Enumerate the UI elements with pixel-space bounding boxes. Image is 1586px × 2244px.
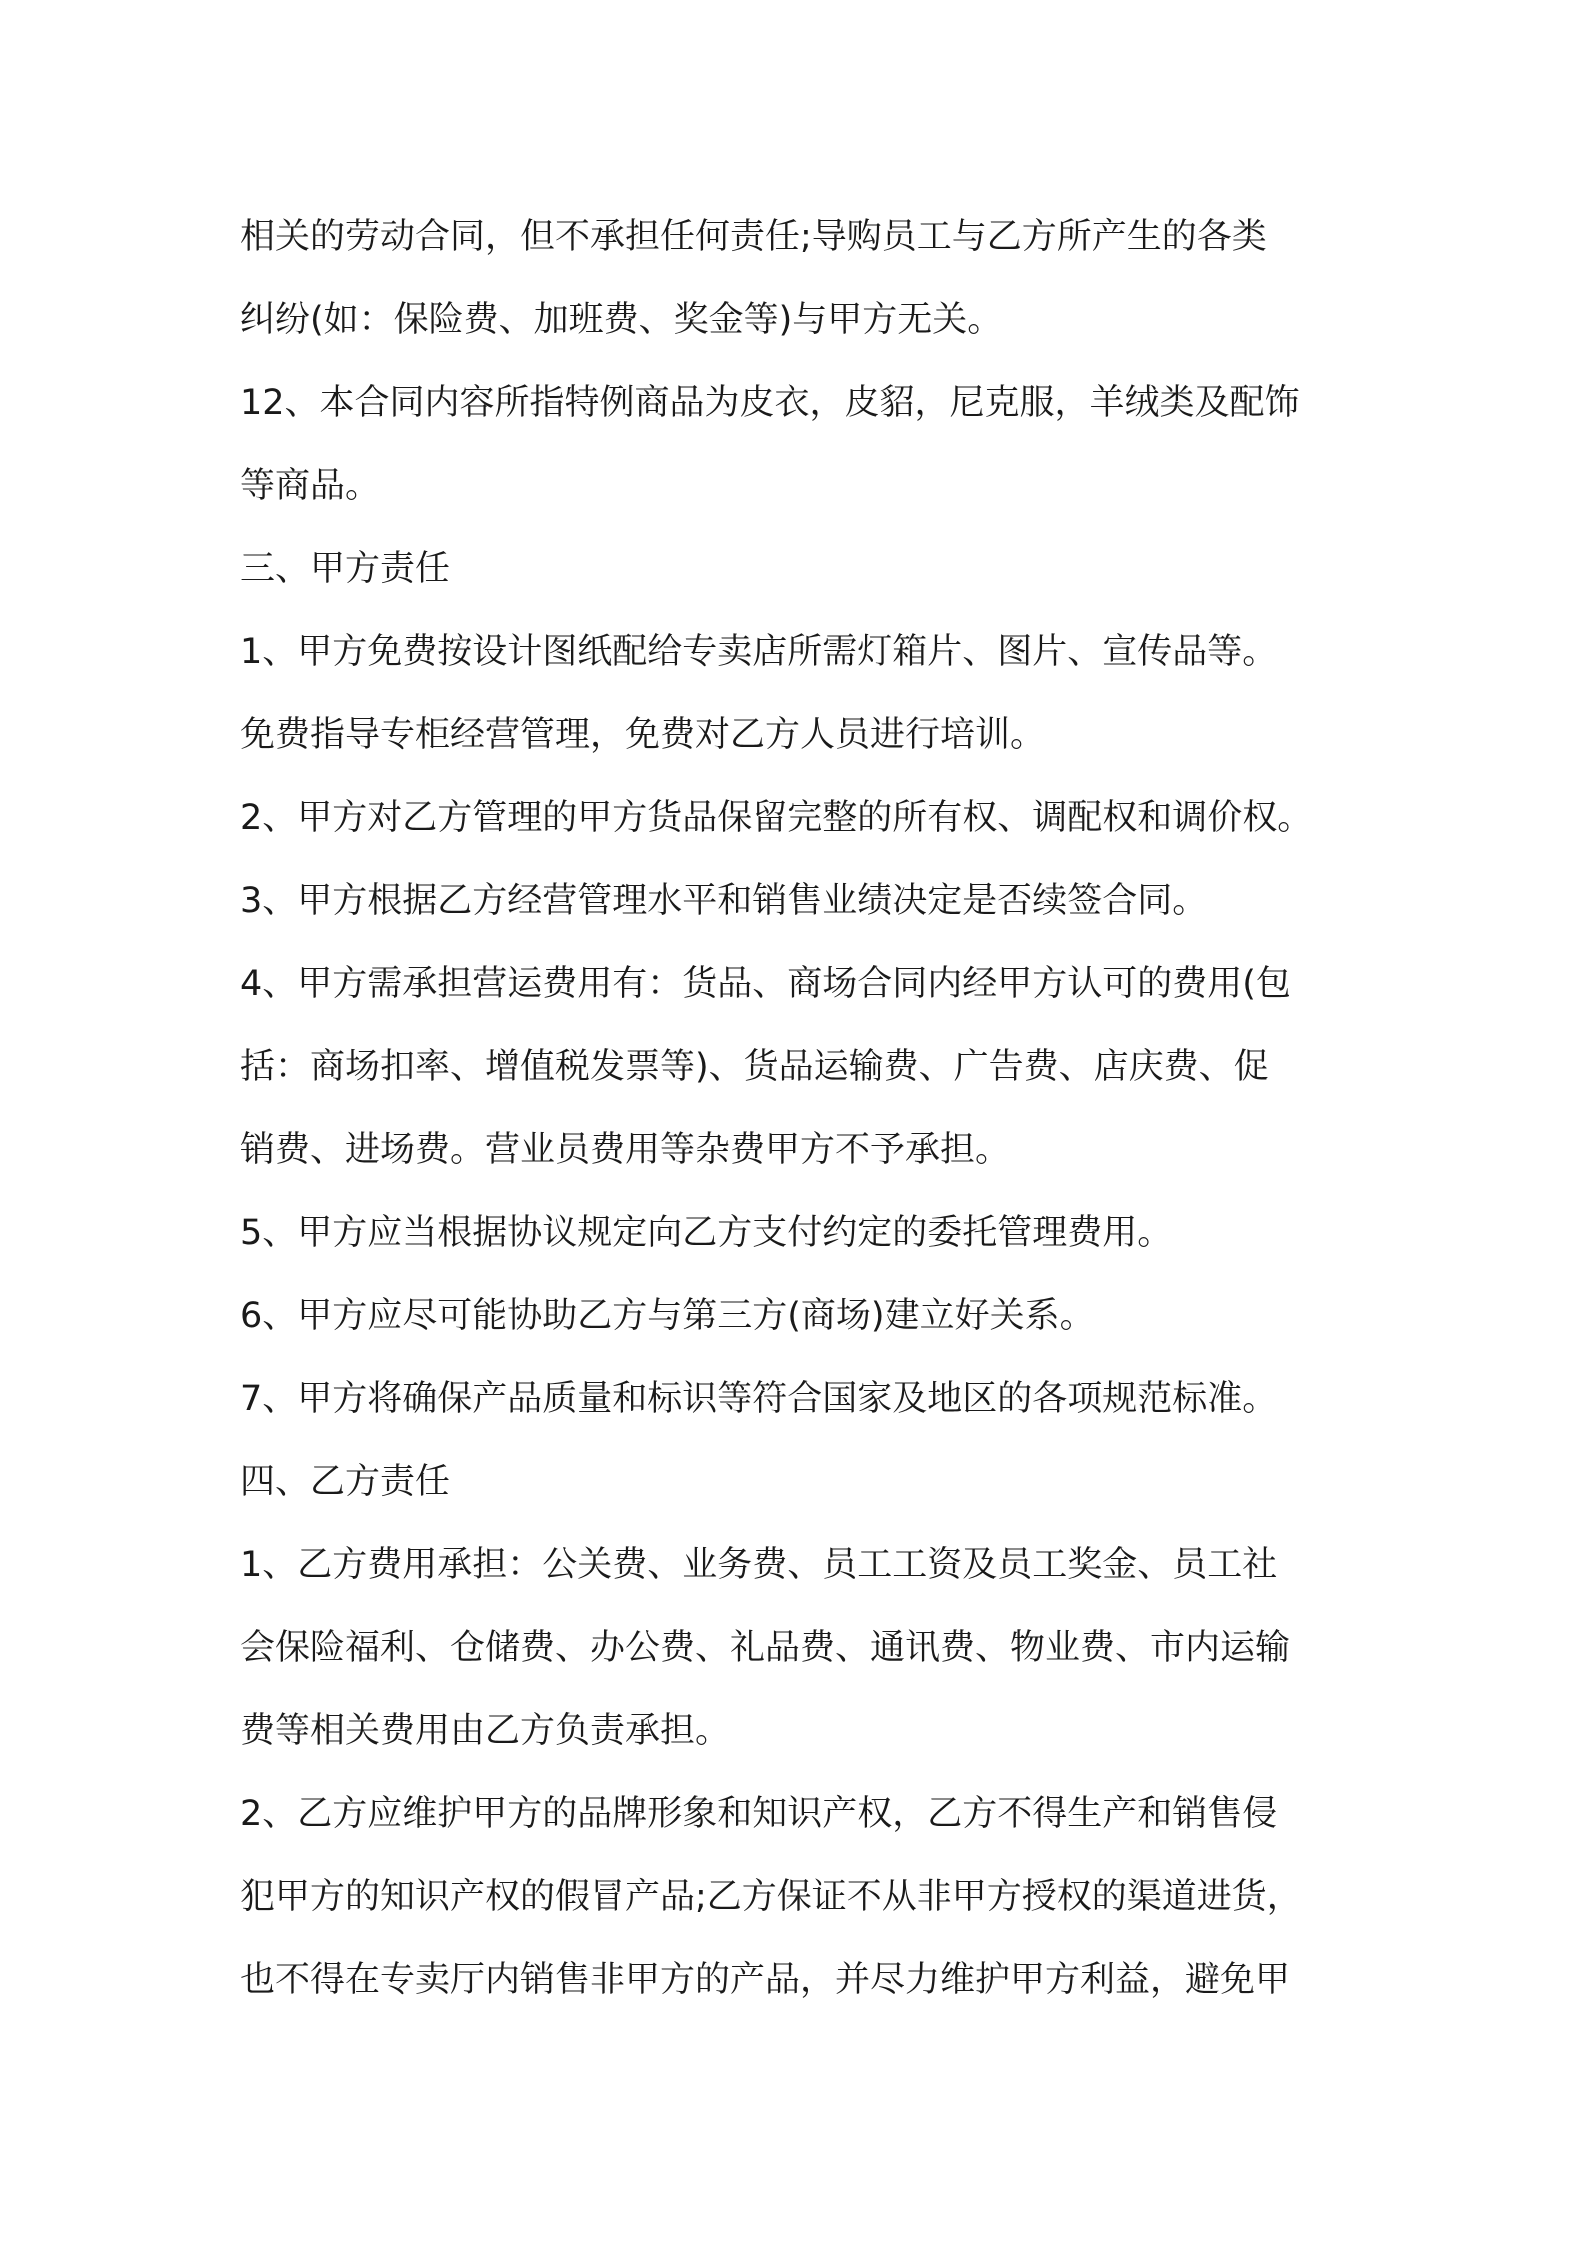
text-line: 3、甲方根据乙方经营管理水平和销售业绩决定是否续签合同。: [240, 881, 1208, 921]
text-line: 2、乙方应维护甲方的品牌形象和知识产权，乙方不得生产和销售侵: [240, 1794, 1278, 1834]
text-line: 也不得在专卖厅内销售非甲方的产品，并尽力维护甲方利益，避免甲: [240, 1960, 1291, 2000]
text-line: 等商品。: [240, 466, 381, 506]
text-line: 1、甲方免费按设计图纸配给专卖店所需灯箱片、图片、宣传品等。: [240, 632, 1278, 672]
document-body: [240, 196, 1360, 2022]
text-line: 5、甲方应当根据协议规定向乙方支付约定的委托管理费用。: [240, 1213, 1173, 1253]
text-line: 纠纷(如：保险费、加班费、奖金等)与甲方无关。: [240, 300, 1003, 340]
section-heading: 三、甲方责任: [240, 549, 451, 589]
text-line: 相关的劳动合同，但不承担任何责任;导购员工与乙方所产生的各类: [240, 217, 1267, 257]
text-line: 犯甲方的知识产权的假冒产品;乙方保证不从非甲方授权的渠道进货，: [240, 1877, 1302, 1917]
section-heading: 四、乙方责任: [240, 1462, 451, 1502]
text-line: 7、甲方将确保产品质量和标识等符合国家及地区的各项规范标准。: [240, 1379, 1278, 1419]
text-line: 会保险福利、仓储费、办公费、礼品费、通讯费、物业费、市内运输: [240, 1628, 1291, 1668]
text-line: 销费、进场费。营业员费用等杂费甲方不予承担。: [240, 1130, 1011, 1170]
text-line: 4、甲方需承担营运费用有：货品、商场合同内经甲方认可的费用(包: [240, 964, 1291, 1004]
text-line: 免费指导专柜经营管理，免费对乙方人员进行培训。: [240, 715, 1046, 755]
text-line: 12、本合同内容所指特例商品为皮衣，皮貂，尼克服，羊绒类及配饰: [240, 383, 1300, 423]
text-line: 费等相关费用由乙方负责承担。: [240, 1711, 731, 1751]
text-line: 2、甲方对乙方管理的甲方货品保留完整的所有权、调配权和调价权。: [240, 798, 1313, 838]
text-line: 6、甲方应尽可能协助乙方与第三方(商场)建立好关系。: [240, 1296, 1095, 1336]
text-line: 括：商场扣率、增值税发票等)、货品运输费、广告费、店庆费、促: [240, 1047, 1269, 1087]
text-line: 1、乙方费用承担：公关费、业务费、员工工资及员工奖金、员工社: [240, 1545, 1278, 1585]
